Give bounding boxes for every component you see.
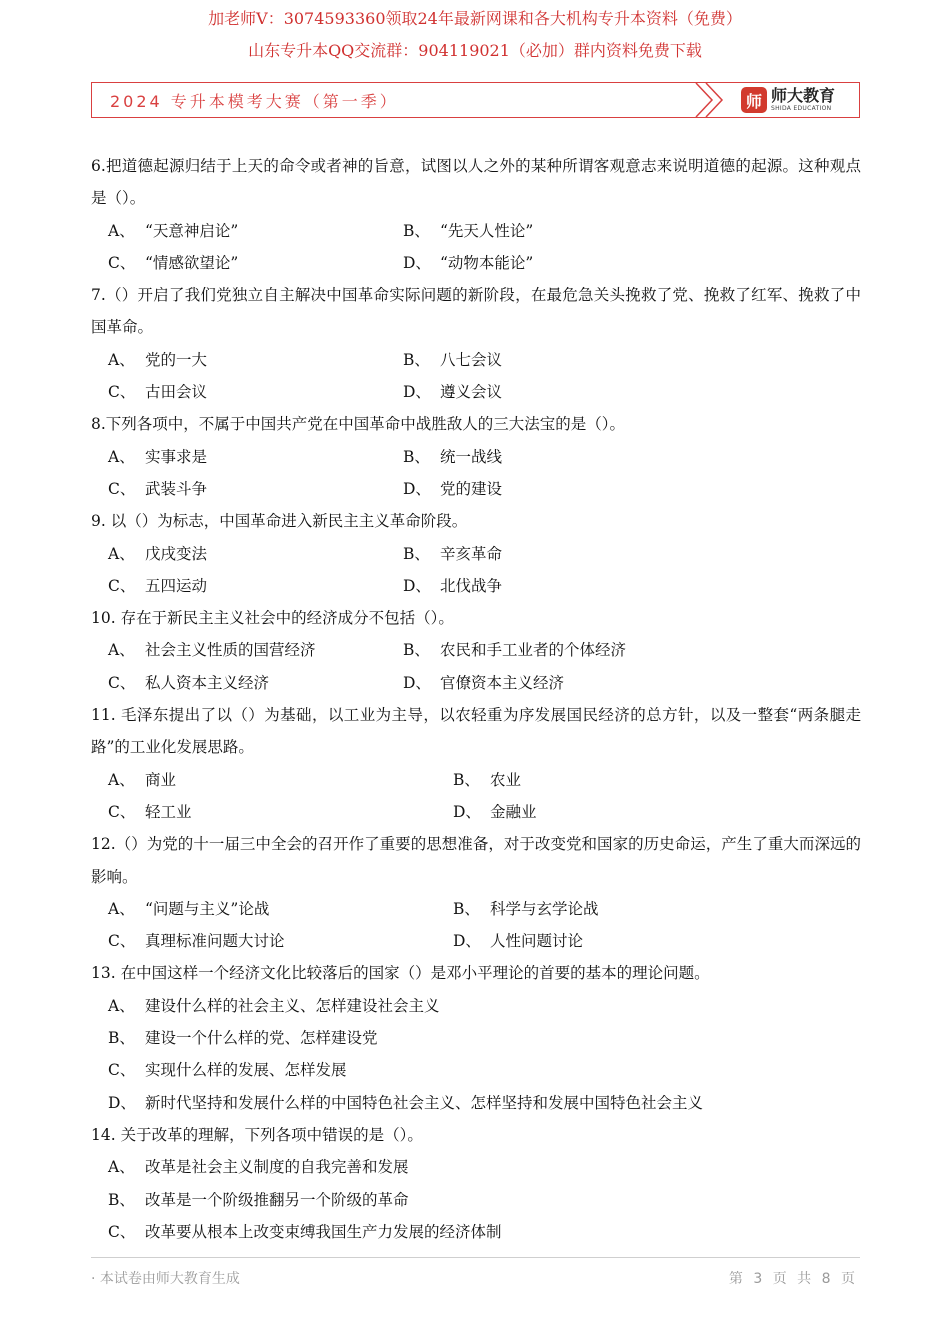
option-letter: A、 [108, 770, 135, 789]
option-text: “情感欲望论” [145, 253, 239, 272]
option [386, 344, 861, 376]
option [91, 1151, 861, 1183]
question-13 [91, 957, 861, 1118]
question-list [91, 150, 861, 1248]
option-text: 官僚资本主义经济 [440, 673, 565, 692]
question-stem: 14. 关于改革的理解，下列各项中错误的是（）。 [91, 1125, 423, 1144]
question-stem: 12.（）为党的十一届三中全会的召开作了重要的思想准备，对于改变党和国家的历史命运，产生了重大而深远的影响。 [91, 835, 861, 886]
option-text: 人性问题讨论 [490, 932, 584, 951]
question-8 [91, 408, 861, 505]
option-text: 商业 [145, 770, 177, 789]
option-letter: D、 [453, 802, 481, 821]
shida-logo [741, 87, 835, 113]
option [91, 215, 386, 247]
option [91, 570, 386, 602]
option-letter: B、 [403, 544, 430, 563]
option [91, 796, 436, 828]
option [91, 376, 386, 408]
option-letter: C、 [108, 1222, 136, 1241]
footer-divider [91, 1257, 860, 1258]
option-text: 农业 [490, 770, 522, 789]
page-number: 第 3 页 共 8 页 [728, 1271, 858, 1287]
promo-line-2: 山东专升本QQ交流群：904119021（必加）群内资料免费下载 [248, 41, 702, 60]
option-letter: C、 [108, 253, 136, 272]
option-letter: C、 [108, 479, 136, 498]
option [91, 1022, 861, 1054]
option-letter: A、 [108, 350, 135, 369]
option [436, 796, 861, 828]
option [386, 538, 861, 570]
option-letter: D、 [108, 1093, 136, 1112]
option-text: 北伐战争 [440, 576, 503, 595]
promo-line-1: 加老师V：3074593360领取24年最新网课和各大机构专升本资料（免费） [208, 9, 742, 28]
option [436, 893, 861, 925]
option-text: “问题与主义”论战 [145, 899, 270, 918]
option-text: “天意神启论” [145, 221, 239, 240]
option [91, 1087, 861, 1119]
option-text: 古田会议 [145, 383, 208, 402]
option-letter: C、 [108, 932, 136, 951]
option-letter: B、 [108, 1029, 135, 1048]
option [386, 667, 861, 699]
option-list [91, 344, 861, 409]
option-letter: B、 [403, 641, 430, 660]
option-list [91, 538, 861, 603]
option-text: 八七会议 [440, 350, 503, 369]
option-letter: C、 [108, 802, 136, 821]
logo-english: SHIDA EDUCATION [770, 105, 832, 112]
option [386, 570, 861, 602]
option [386, 634, 861, 666]
option [386, 376, 861, 408]
option-letter: D、 [453, 932, 481, 951]
option-text: “先天人性论” [440, 221, 534, 240]
option [91, 634, 386, 666]
option-letter: D、 [403, 253, 431, 272]
question-stem: 9. 以（）为标志，中国革命进入新民主主义革命阶段。 [91, 512, 468, 531]
exam-banner [91, 82, 860, 118]
option-letter: A、 [108, 1158, 135, 1177]
question-6 [91, 150, 861, 279]
option-letter: A、 [108, 899, 135, 918]
option [436, 925, 861, 957]
option-letter: C、 [108, 576, 136, 595]
option [91, 1054, 861, 1086]
option [386, 247, 861, 279]
option-letter: D、 [403, 479, 431, 498]
option [91, 764, 436, 796]
option-text: 武装斗争 [145, 479, 208, 498]
option-letter: A、 [108, 221, 135, 240]
option-letter: A、 [108, 544, 135, 563]
option [91, 473, 386, 505]
question-7 [91, 279, 861, 408]
question-11 [91, 699, 861, 828]
option-letter: B、 [453, 770, 480, 789]
option-list [91, 634, 861, 699]
option [91, 1216, 861, 1248]
option [91, 1184, 861, 1216]
option-text: 真理标准问题大讨论 [145, 932, 285, 951]
option-text: 科学与玄学论战 [490, 899, 599, 918]
chevron-arrows-icon [692, 82, 732, 118]
option-text: “动物本能论” [440, 253, 534, 272]
question-stem: 7.（）开启了我们党独立自主解决中国革命实际问题的新阶段，在最危急关头挽救了党、挽救了红军、挽救了中国革命。 [91, 286, 861, 337]
option-text: 辛亥革命 [440, 544, 503, 563]
question-stem: 8.下列各项中，不属于中国共产党在中国革命中战胜敌人的三大法宝的是（）。 [91, 415, 626, 434]
option-letter: D、 [403, 383, 431, 402]
option-letter: C、 [108, 1061, 136, 1080]
question-10 [91, 602, 861, 699]
option-text: 改革是一个阶级推翻另一个阶级的革命 [145, 1190, 409, 1209]
option-text: 遵义会议 [440, 383, 503, 402]
option [91, 344, 386, 376]
option-letter: A、 [108, 447, 135, 466]
option [91, 667, 386, 699]
option [386, 215, 861, 247]
option [91, 925, 436, 957]
question-9 [91, 505, 861, 602]
option-text: 农民和手工业者的个体经济 [440, 641, 627, 660]
option-list [91, 1151, 861, 1248]
option-text: 实事求是 [145, 447, 208, 466]
option-text: 新时代坚持和发展什么样的中国特色社会主义、怎样坚持和发展中国特色社会主义 [145, 1093, 704, 1112]
option-text: 建设一个什么样的党、怎样建设党 [145, 1029, 378, 1048]
logo-name: 师大教育 [770, 86, 835, 105]
option-list [91, 990, 861, 1119]
option-text: 实现什么样的发展、怎样发展 [145, 1061, 347, 1080]
option [91, 247, 386, 279]
option-text: 轻工业 [145, 802, 192, 821]
option-letter: C、 [108, 383, 136, 402]
option-text: 戊戌变法 [145, 544, 208, 563]
option-text: 党的建设 [440, 479, 503, 498]
option-letter: A、 [108, 996, 135, 1015]
option-text: 党的一大 [145, 350, 208, 369]
option-text: 私人资本主义经济 [145, 673, 270, 692]
option [386, 473, 861, 505]
option-list [91, 441, 861, 506]
option-text: 金融业 [490, 802, 537, 821]
option [91, 441, 386, 473]
option [386, 441, 861, 473]
question-14 [91, 1119, 861, 1248]
question-stem: 6.把道德起源归结于上天的命令或者神的旨意，试图以人之外的某种所谓客观意志来说明道德的起源。这种观点是（）。 [91, 157, 861, 208]
option-letter: B、 [453, 899, 480, 918]
option-list [91, 764, 861, 829]
option-letter: B、 [108, 1190, 135, 1209]
option [91, 893, 436, 925]
footer-source: · 本试卷由师大教育生成 [91, 1271, 240, 1287]
option-text: 五四运动 [145, 576, 208, 595]
banner-title: 2024 专升本模考大赛（第一季） [110, 92, 399, 111]
question-stem: 10. 存在于新民主主义社会中的经济成分不包括（）。 [91, 609, 454, 628]
question-stem: 11. 毛泽东提出了以（）为基础，以工业为主导，以农轻重为序发展国民经济的总方针，以及一整套“两条腿走路”的工业化发展思路。 [91, 706, 861, 757]
option-text: 社会主义性质的国营经济 [145, 641, 316, 660]
option-list [91, 215, 861, 280]
option-letter: B、 [403, 350, 430, 369]
option-letter: D、 [403, 673, 431, 692]
option [91, 538, 386, 570]
option-letter: D、 [403, 576, 431, 595]
option-text: 统一战线 [440, 447, 503, 466]
question-stem: 13. 在中国这样一个经济文化比较落后的国家（）是邓小平理论的首要的基本的理论问题。 [91, 964, 710, 983]
option [436, 764, 861, 796]
logo-mark-icon: 师 [741, 87, 767, 113]
option-letter: B、 [403, 221, 430, 240]
option-text: 改革要从根本上改变束缚我国生产力发展的经济体制 [145, 1222, 502, 1241]
option-list [91, 893, 861, 958]
option-letter: C、 [108, 673, 136, 692]
option [91, 990, 861, 1022]
option-letter: B、 [403, 447, 430, 466]
option-text: 改革是社会主义制度的自我完善和发展 [145, 1158, 409, 1177]
question-12 [91, 828, 861, 957]
option-letter: A、 [108, 641, 135, 660]
option-text: 建设什么样的社会主义、怎样建设社会主义 [145, 996, 440, 1015]
